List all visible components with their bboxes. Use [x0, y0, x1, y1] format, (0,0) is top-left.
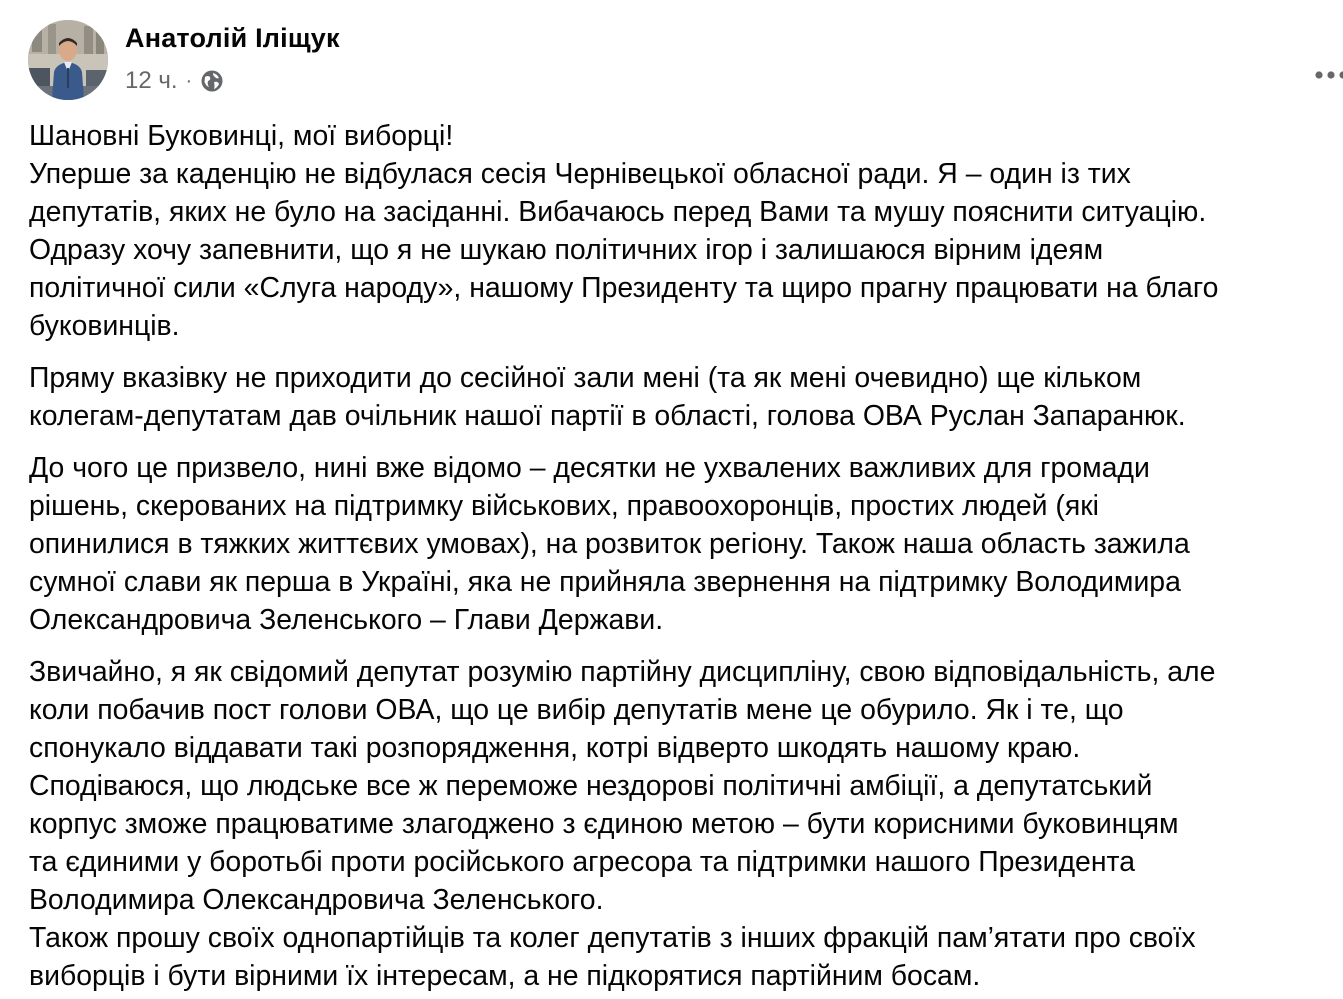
post-text-line: Уперше за каденцію не відбулася сесія Чернівецької обласної ради. Я – один із тих	[29, 158, 1131, 190]
post-meta	[125, 67, 224, 95]
meta-separator: ·	[185, 69, 193, 92]
post-text-line: Пряму вказівку не приходити до сесійної зали мені (та як мені очевидно) ще кільком	[29, 362, 1142, 394]
post-timestamp[interactable]: 12 ч.	[125, 67, 178, 94]
post-text-line: Одразу хочу запевнити, що я не шукаю політичних ігор і залишаюся вірним ідеям	[29, 234, 1104, 266]
more-options-icon[interactable]	[1314, 66, 1343, 84]
author-avatar[interactable]	[28, 20, 108, 100]
post-text-line: Сподіваюся, що людське все ж переможе нездорові політичні амбіції, а депутатський	[29, 770, 1153, 802]
post-text-line: рішень, скерованих на підтримку військових, правоохоронців, простих людей (які	[29, 490, 1099, 522]
post-text-line: Шановні Буковинці, мої виборці!	[29, 120, 454, 152]
post-paragraph	[29, 449, 1339, 639]
post-text-line: та єдиними у боротьбі проти російського агресора та підтримки нашого Президента	[29, 846, 1135, 878]
post-text-line: політичної сили «Слуга народу», нашому Президенту та щиро прагну працювати на благо	[29, 272, 1219, 304]
post-header	[28, 20, 1328, 102]
author-name[interactable]: Анатолій Іліщук	[125, 23, 340, 53]
post-text-line: Звичайно, я як свідомий депутат розумію партійну дисципліну, свою відповідальність, але	[29, 656, 1216, 688]
post-text-line: коли побачив пост голови ОВА, що це вибір депутатів мене це обурило. Як і те, що	[29, 694, 1124, 726]
post-text-line: депутатів, яких не було на засіданні. Вибачаюсь перед Вами та мушу пояснити ситуацію.	[29, 196, 1207, 228]
post-paragraph	[29, 117, 1339, 345]
post-paragraph	[29, 653, 1339, 995]
post-text-line: спонукало віддавати такі розпорядження, котрі відверто шкодять нашому краю.	[29, 732, 1081, 764]
post-text-line: опинилися в тяжких життєвих умовах), на розвиток регіону. Також наша область зажила	[29, 528, 1190, 560]
post-text-line: буковинців.	[29, 310, 180, 342]
post-text-line: Також прошу своїх однопартійців та колег депутатів з інших фракцій пам’ятати про своїх	[29, 922, 1196, 954]
post-text-line: виборців і бути вірними їх інтересам, а не підкорятися партійним босам.	[29, 960, 981, 992]
post-text	[29, 117, 1339, 999]
post-text-line: сумної слави як перша в Україні, яка не прийняла звернення на підтримку Володимира	[29, 566, 1181, 598]
post-text-line: Володимира Олександровича Зеленського.	[29, 884, 604, 916]
post-text-line: корпус зможе працюватиме злагоджено з єдиною метою – бути корисними буковинцям	[29, 808, 1179, 840]
globe-icon[interactable]	[200, 69, 224, 93]
post-paragraph	[29, 359, 1339, 435]
post-text-line: колегам-депутатам дав очільник нашої партії в області, голова ОВА Руслан Запаранюк.	[29, 400, 1186, 432]
post-text-line: До чого це призвело, нині вже відомо – десятки не ухвалених важливих для громади	[29, 452, 1150, 484]
post-text-line: Олександровича Зеленського – Глави Держави.	[29, 604, 664, 636]
